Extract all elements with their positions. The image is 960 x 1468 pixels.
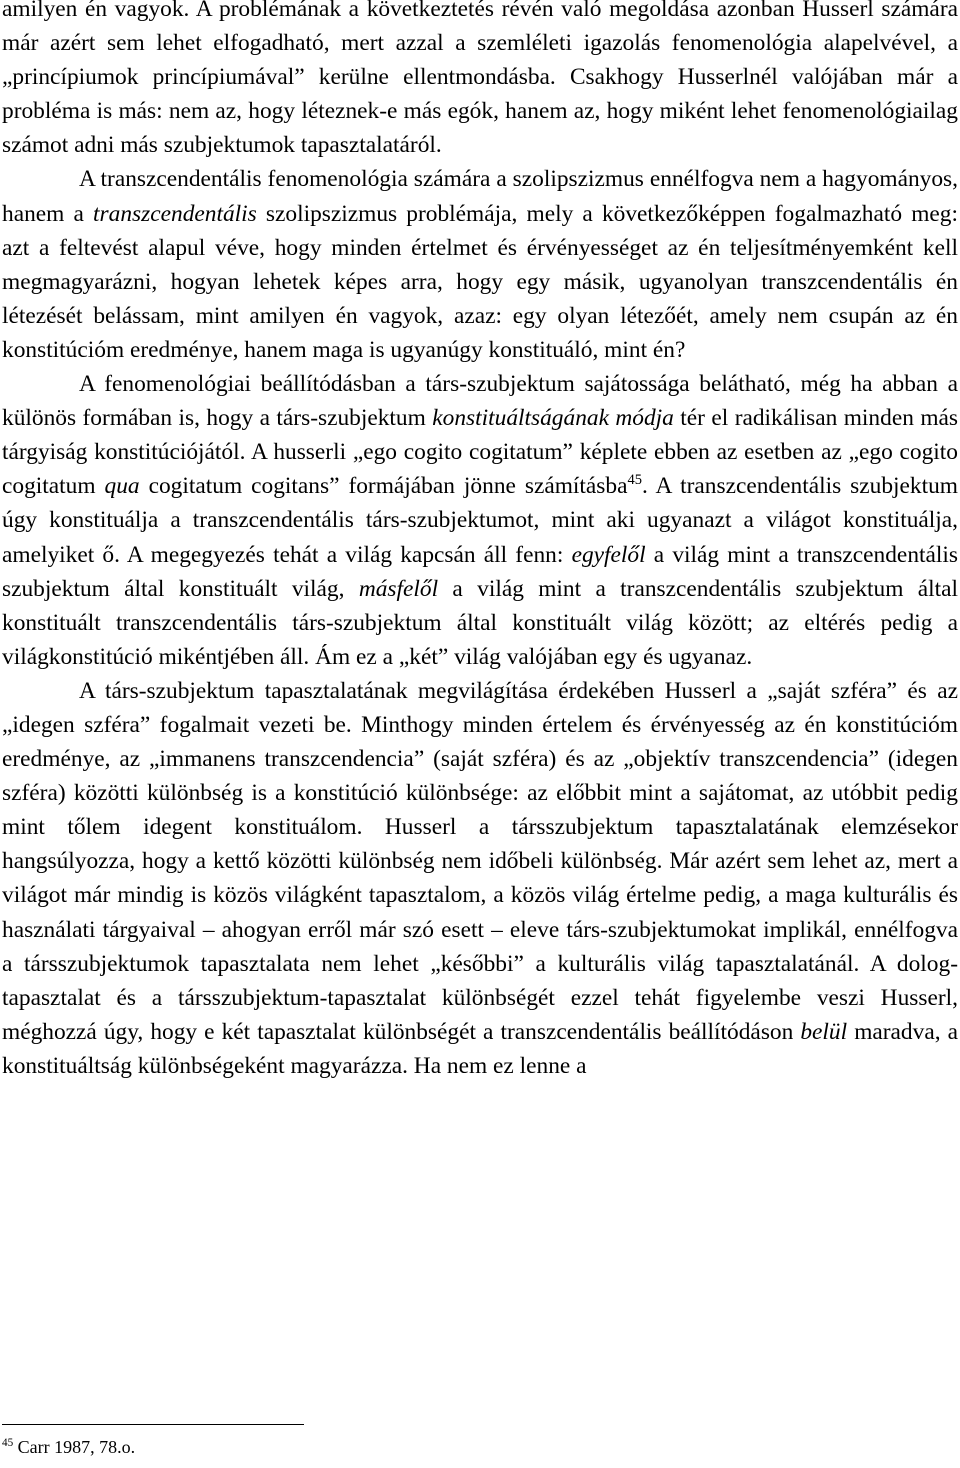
footnote [2,1434,135,1460]
italic-text: transzcendentális [93,200,257,227]
text-run: A transzcendentális fenomenológia számára a szolipszizmus ennélfogva nem a hagyományos, hanem a [2,166,958,227]
paragraph-3 [2,367,958,674]
text-run: a világ mint a transzcendentális szubjektum által konstituált transzcendentális társ-szubjektum által konstituált világ között; az eltérés pedig a világkonstitúció mikéntjében áll. Ám ez a „két” világ valójában egy és ugyanaz. [2,575,958,670]
footnote-number: 45 [2,1437,14,1449]
text-run: amilyen én vagyok. A problémának a következtetés révén való megoldása azonban Husserl számára már azért sem lehet elfogadható, mert azzal a szemléleti igazolás fenomenológia alapelvével, a „princípiumok princípiumával” kerülne ellentmondásba. Csakhogy Husserlnél valójában már a probléma is más: nem az, hogy léteznek-e más egók, hanem az, hogy miként lehet fenomenológiailag számot adni más szubjektumok tapasztalatáról. [2,0,958,159]
italic-text: belül [800,1018,848,1045]
text-run: szolipszizmus problémája, mely a következőképpen fogalmazható meg: azt a feltevést alapul véve, hogy minden értelmet és érvényességet az én teljesítményemként kell megmagyarázni, hogyan lehetek képes arra, hogy egy másik, ugyanolyan transzcendentális én létezését belássam, mint amilyen én vagyok, azaz: egy olyan létezőét, amely nem csupán az én konstitúcióm eredménye, hanem maga is ugyanúgy konstituáló, mint én? [2,200,958,363]
text-run: . A transzcendentális szubjektum úgy konstituálja a transzcendentális társ-szubjektumot, mint aki ugyanazt a világot konstituálja, amelyiket ő. A megegyezés tehát a világ kapcsán áll fenn: [2,473,959,568]
text-run: a világ mint a transzcendentális szubjektum által konstituált világ, [2,541,958,602]
paragraph-1 [2,0,958,162]
footnote-separator [2,1424,304,1425]
footnote-text: Carr 1987, 78.o. [13,1437,136,1457]
page-body [2,0,958,1083]
paragraph-2 [2,162,958,367]
text-run: tér el radikálisan minden más tárgyiság konstitúciójától. A husserli „ego cogito cogitatum” képlete ebben az esetben az „ego cogito cogitatum [2,405,958,500]
text-run: A társ-szubjektum tapasztalatának megvilágítása érdekében Husserl a „saját szféra” és az „idegen szféra” fogalmait vezeti be. Minthogy minden értelem és érvényesség az én konstitúcióm eredménye, az „immanens transzcendencia” (saját szféra) és az „objektív transzcendencia” (idegen szféra) közötti különbség is a konstitúció különbsége: az előbbit mint a sajátomat, az utóbbit pedig mint tőlem idegent konstituálom. Husserl a társszubjektum tapasztalatának elemzésekor hangsúlyozza, hogy a kettő közötti különbség nem időbeli különbség. Már azért sem lehet az, mert a világot már mindig is közös világként tapasztalom, a közös világ értelme pedig, a maga kulturális és használati tárgyaival – ahogyan erről már szó esett – eleve társ-szubjektumokat implikál, ennélfogva a társszubjektumok tapasztalata nem lehet „későbbi” a kulturális világ tapasztalatánál. A dolog-tapasztalat és a társszubjektum-tapasztalat különbségét ezzel tehát figyelembe veszi Husserl, méghozzá úgy, hogy e két tapasztalat különbségét a transzcendentális beállítódáson [2,677,958,1045]
italic-text: konstituáltságának módja [432,405,674,432]
text-run: cogitatum cogitans” formájában jönne számításba [139,473,628,500]
italic-text: qua [104,473,140,500]
italic-text: másfelől [358,575,439,602]
paragraph-4 [2,674,958,1083]
italic-text: egyfelől [571,541,646,568]
text-run: maradva, a konstituáltság különbségeként magyarázza. Ha nem ez lenne a [2,1018,958,1079]
text-run: A fenomenológiai beállítódásban a társ-szubjektum sajátossága belátható, még ha abban a különös formában is, hogy a társ-szubjektum [2,371,958,432]
footnote-reference: 45 [627,472,642,489]
